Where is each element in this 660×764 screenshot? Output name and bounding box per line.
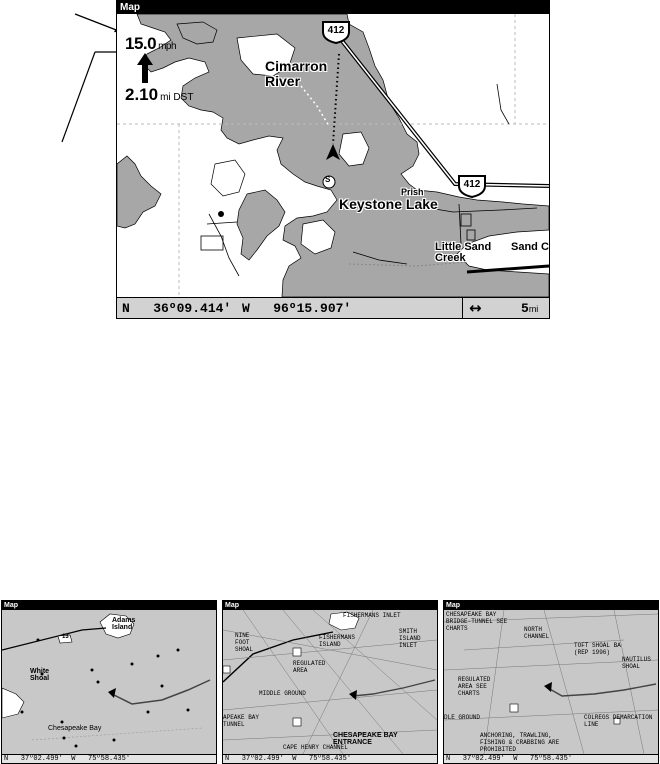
status-divider (462, 298, 463, 318)
thumbnail-map-detailed-chart (443, 600, 659, 764)
regulated-area-label: REGULATED AREA (293, 660, 326, 674)
latitude-readout: N 36º09.414' (122, 301, 232, 316)
regulated-area-label: REGULATED AREA SEE CHARTS (458, 676, 491, 697)
thumbnail-map-view (444, 610, 658, 754)
adams-island-label: Adams Island (112, 617, 136, 631)
thumbnail-status-bar: N 37º02.499' W 75º58.435' (444, 754, 658, 763)
route-412-shield: 412 (321, 20, 351, 44)
cape-henry-channel-label: CAPE HENRY CHANNEL (283, 744, 348, 751)
map-view[interactable] (117, 14, 549, 297)
white-shoal-label: White Shoal (30, 668, 50, 682)
little-sand-creek-label: Little Sand Creek (435, 241, 492, 264)
thumbnail-title: Map (444, 601, 658, 610)
thumbnail-title: Map (2, 601, 216, 610)
speed-readout (125, 34, 176, 54)
chesapeake-bay-label: Chesapeake Bay (48, 725, 102, 732)
waypoint-label: S (325, 175, 331, 184)
cimarron-river-label: Cimarron River (265, 58, 328, 89)
nine-foot-shoal-label: NINE FOOT SHOAL (235, 632, 254, 653)
longitude-readout: W 96º15.907' (242, 301, 352, 316)
zoom-level: 5mi (521, 301, 539, 316)
route-412-shield: 412 (457, 174, 487, 198)
nautilus-shoal-label: NAUTILUS SHOAL (622, 656, 651, 670)
thumbnail-status-bar: N 37º02.499' W 75º58.435' (223, 754, 437, 763)
thumbnail-title: Map (223, 601, 437, 610)
distance-value: 2.10 (125, 85, 159, 104)
zoom-range-arrow-icon: ↔ (469, 299, 482, 317)
fishermans-island-label: FISHERMANS ISLAND (319, 634, 356, 648)
sand-creek-label: Sand C (511, 241, 549, 253)
prish-label: Prish (401, 187, 424, 197)
thumbnail-map-navionics-chart (222, 600, 438, 764)
anchoring-prohibited-label: ANCHORING, TRAWLING, FISHING & CRABBING ARE PROHIBITED (480, 732, 560, 753)
heading-up-arrow-icon (137, 53, 153, 83)
north-channel-label: NORTH CHANNEL (524, 626, 550, 640)
main-map-window (116, 0, 550, 319)
middle-ground-label: MIDDLE GROUND (259, 690, 306, 697)
smith-island-inlet-label: SMITH ISLAND INLET (399, 628, 421, 649)
speed-value: 15.0 (125, 34, 157, 53)
colregs-demarcation-label: COLREGS DEMARCATION LINE (584, 714, 653, 728)
keystone-lake-label: Keystone Lake (339, 196, 438, 212)
middle-ground-label: DLE GROUND (444, 714, 481, 721)
position-status-bar (117, 297, 549, 318)
map-window-title: Map (117, 1, 549, 14)
speed-unit: mph (158, 41, 177, 52)
thumbnail-status-bar: N 37º02.499' W 75º58.435' (2, 754, 216, 763)
thumbnail-map-basic (1, 600, 217, 764)
toft-shoal-label: TOFT SHOAL BA (REP 1996) (574, 642, 621, 656)
bridge-tunnel-label: CHESAPEAKE BAY BRIDGE-TUNNEL SEE CHARTS (446, 611, 508, 632)
distance-readout (125, 85, 193, 105)
thumbnail-map-view (2, 610, 216, 754)
fishermans-inlet-label: FISHERMANS INLET (343, 612, 401, 619)
route-13-label: 13 (62, 634, 69, 640)
chesapeake-bay-tunnel-label: APEAKE BAY TUNNEL (223, 714, 260, 728)
thumbnail-map-view (223, 610, 437, 754)
distance-unit: mi DST (160, 92, 194, 103)
chesapeake-bay-entrance-label: CHESAPEAKE BAY ENTRANCE (333, 732, 398, 746)
